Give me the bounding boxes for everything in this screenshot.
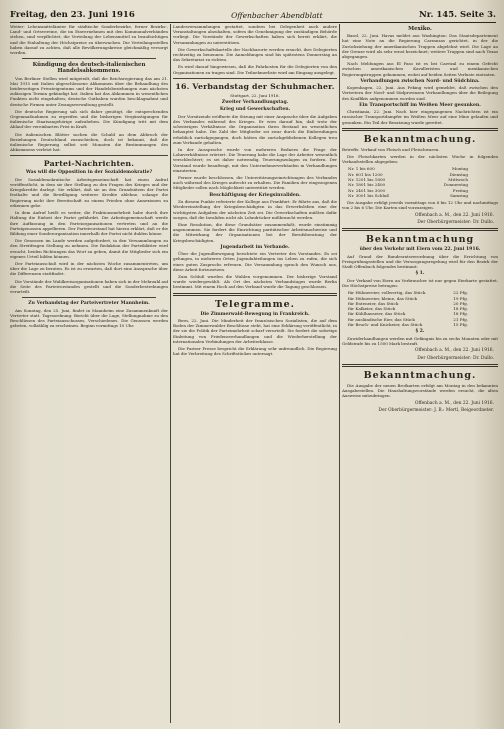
notice-text: Die Fleischkarten werden in der nächsten Woche in folgenden Verkaufsstellen abgegeben: <box>342 154 498 165</box>
list-item-value: 15 Pfg. <box>453 322 468 328</box>
notice-text: Die Ausgabe erfolgt jeweils vormittags von 8 bis 12 Uhr und nachmittags von 2 bis 6 Uhr. Die Karten sind vorzuzeigen. <box>342 200 498 211</box>
subheadline-eier: über den Verkehr mit Eiern vom 22. Juni 1916. <box>359 247 481 253</box>
list-item-value: Montag <box>452 166 468 172</box>
article-text: Über die Jugendbewegung berichtete ein Vertreter des Vorstandes. Es sei gelungen, in mehreren Orten Jugendabteilungen ins Leben zu rufen, die sich eines guten Zuspruchs erfreuen. Die Versammlung sprach den Wunsch aus, diese Arbeit fortzusetzen. <box>173 251 337 272</box>
article-text: In der Aussprache wurde von mehreren Rednern die Frage der Lohnverhältnisse erörtert. Die Teuerung habe die Lage der Arbeiter wesentlich verschlechtert; es sei daher notwendig, Teuerungszulagen zu fordern. Der Vorstand wurde beauftragt, mit den Unternehmerverbänden in Verhandlungen einzutreten. <box>173 147 337 173</box>
column-rule-1 <box>170 24 171 723</box>
article-text: Die Genossen im Lande werden aufgefordert, in den Versammlungen zu den Streitfragen Stellung zu nehmen. Die Redaktion der Parteiblätter wird ersucht, beiden Richtungen das Wort zu geben, damit die Mitglieder sich ein eigenes Urteil bilden können. <box>10 238 168 259</box>
column-3 <box>342 24 498 723</box>
article-text: Die Sozialdemokratische Arbeitsgemeinschaft hat einen Aufruf veröffentlicht, in dem sie ihre Stellung zu den Fragen des Krieges und der Kriegskredite darlegt. Sie erklärt, daß sie an den Grundsätzen der Partei festhalte und die Bewilligung weiterer Kredite ablehne, solange die Regierung nicht ihre Bereitschaft zu einem Frieden ohne Annexionen zu erkennen gebe. <box>10 176 168 208</box>
masthead-date: Freitag, den 23. Juni 1916 <box>10 10 135 20</box>
headline-partei: Partei-Nachrichten. <box>43 159 135 169</box>
article-text: Zum Schluß wurden die Wahlen vorgenommen. Der bisherige Vorstand wurde wiedergewählt. Als Ort des nächsten Verbandstages wurde Berlin bestimmt. Mit einem Hoch auf den Verband wurde die Tagung geschlossen. <box>173 273 337 290</box>
signature-date: Offenbach a. M., den 22. Juni 1916. <box>414 348 494 354</box>
subheadline: Jugendarbeit im Verbande. <box>220 244 290 250</box>
column-rule-2 <box>339 24 340 723</box>
list-item-value: Freitag <box>452 187 468 193</box>
article-text: Eine Resolution, die diese Grundsätze zusammenfaßt, wurde einstimmig angenommen. Sie fordert die Einrichtung paritätischer Arbeitsnachweise und die Mitwirkung der Organisationen bei der Berufsberatung der Kriegsbeschädigten. <box>173 221 337 243</box>
notice-text: Zuwiderhandlungen werden mit Gefängnis bis zu sechs Monaten oder mit Geldstrafe bis zu 1500 Mark bestraft. <box>342 335 498 346</box>
masthead <box>10 6 496 23</box>
notice-text: Betreffs: Verkauf von Fleisch und Fleischwaren. <box>342 146 440 152</box>
column-2 <box>173 24 337 723</box>
list-item-label: für Kühlhauseier, das Stück <box>348 311 406 317</box>
list-item-label: Nr. 3001 bis Schluß <box>348 192 390 198</box>
list-item-label: Nr. 601 bis 1200 <box>348 171 383 177</box>
list-item-value: Donnerstag <box>443 182 468 188</box>
article-text: Die Gewerkschaftskartelle der Nachbarorte werden ersucht, ihre Delegierten rechtzeitig zu benennen. Die Anmeldungen sind bis spätestens Donnerstag an das Sekretariat zu richten. <box>173 46 337 63</box>
article-text: Der Vorsitzende eröffnete die Sitzung mit einer Ansprache über die Aufgaben des Verbandes während des Krieges. Er wies darauf hin, daß trotz der schwierigen Verhältnisse die Organisation ihren Bestand im wesentlichen behauptet habe. Die Zahl der Mitglieder sei zwar durch die Einberufungen erheblich zurückgegangen, doch hätten die zurückgebliebenen Kollegen treu zum Verbande gehalten. <box>173 113 337 145</box>
headline-mexiko: Mexiko. <box>408 26 432 32</box>
signature-date: Offenbach a. M., den 22. Juni 1916. <box>414 400 494 406</box>
list-item-value: 21 Pfg. <box>453 316 468 322</box>
double-rule <box>342 128 498 131</box>
list-item-label: Nr. 1201 bis 1800 <box>348 177 386 183</box>
list-item-label: für Bruch- und Knickeier, das Stück <box>348 322 423 328</box>
list-item <box>348 193 468 198</box>
list-item-value: 18 Pfg. <box>453 306 468 312</box>
article-text: Die italienischen Blätter suchen die Schuld an dem Abbruch der Beziehungen Deutschland zuzuschieben, doch ist bekannt, daß die italienische Regierung selbst seit Monaten die Bestimmungen des Abkommens verletzt hat. <box>10 131 168 153</box>
list-item-label: für Hühnereier, vollwertig, das Stück <box>348 290 426 296</box>
notice-text: Auf Grund der Bundesratsverordnung über die Errichtung von Preisprüfungsstellen und die Versorgungsregelung wird für den Bezirk der Stadt Offenbach folgendes bestimmt: <box>342 253 498 270</box>
double-rule <box>173 293 337 296</box>
list-item-label: Nr. 1801 bis 2400 <box>348 182 386 188</box>
list-item-value: Mittwoch <box>448 177 468 183</box>
list-item-label: für Enteneier, das Stück <box>348 300 399 306</box>
double-rule <box>342 228 498 231</box>
article-text: Es wird darauf hingewiesen, daß die Fahrkosten für die Delegierten von den Organisationen zu tragen sind. Die Teilnehmerliste wird am Eingang ausgelegt. <box>173 64 337 75</box>
headline-kuendigung: Kündigung des deutsch-italienischen Handelsabkommens. <box>32 62 146 75</box>
notice-text: Der Verkauf von Eiern an Verbraucher ist nur gegen Eierkarte gestattet. Die Höchstpreise betragen: <box>342 277 498 289</box>
article-text: Die Vorstände der Wahlkreisorganisationen haben sich in der Mehrzahl auf die Seite des Parteivorstandes gestellt und die Sonderbestrebungen verurteilt. <box>10 278 168 294</box>
subheadline-verbandstag: Zu Verbandstag der Parteivertreter Mannheim. <box>28 301 150 307</box>
article-text: Christiania, 22. Juni. Nach hier eingegangenen Nachrichten ist ein russischer Transportdampfer im Weißen Meer auf eine Mine gelaufen und gesunken. Ein Teil der Besatzung wurde gerettet. <box>342 109 498 125</box>
masthead-title: Offenbacher Abendblatt <box>231 11 323 20</box>
signature-name: Der Oberbürgermeister: Dr. Dullo. <box>417 220 494 226</box>
list-item-value: 20 Pfg. <box>453 300 468 306</box>
article-text: Von Berliner Stellen wird mitgeteilt, daß die Reichsregierung das am 21. Mai 1915 mit Italien abgeschlossene Abkommen über die Behandlung des beiderseitigen Privateigentums und der Handelsbeziehungen zum nächsten zulässigen Termin gekündigt hat. Italien hat das Abkommen in wesentlichen Punkten nicht eingehalten; deutsche Guthaben wurden beschlagnahmt und deutsche Firmen unter Zwangsverwaltung gestellt. <box>10 75 168 107</box>
separator <box>10 155 168 156</box>
price-list <box>348 290 498 327</box>
subheadline-opposition: Was will die Opposition in der Sozialdemokratie? <box>25 170 153 176</box>
headline-bekanntmachung-3: Bekanntmachung. <box>363 370 477 381</box>
paragraph-number: § 1. <box>415 271 425 277</box>
article-text: Zu diesem Punkte referierte der Kollege aus Frankfurt. Er führte aus, daß die Wiedereinstellung der Kriegsbeschädigten in das Erwerbsleben eine der wichtigsten Aufgaben der nächsten Zeit sei. Die Gewerkschaften müßten dafür sorgen, daß die Invaliden nicht als Lohndrücker mißbraucht werden. <box>173 199 337 220</box>
subheadline: Zweiter Verhandlungstag. <box>221 100 289 106</box>
article-text: Ferner wurde beschlossen, die Unterstützungseinrichtungen des Verbandes auch während des Krieges aufrecht zu erhalten. Die Familien der eingezogenen Mitglieder sollen nach Möglichkeit unterstützt werden. <box>173 175 337 191</box>
headline-transportschiff: Ein Transportschiff im Weißen Meer gesunken. <box>359 102 481 108</box>
list-item-value: Samstag <box>450 192 468 198</box>
dateline: Stuttgart, 22. Juni 1916. <box>230 92 280 98</box>
list-item-value: 19 Pfg. <box>453 295 468 301</box>
article-text: Landesversammlungen gestattet, sondern bei Gelegenheit auch andere Veranstaltungen abzuhalten, sofern die Genehmigung der zuständigen Behörde vorliegt. Die Vorstände der Gewerkschaften haben sich bereit erklärt, die Versammlungen zu unterstützen. <box>173 24 337 45</box>
subheadline: Beschäftigung der Kriegsinvaliden. <box>209 192 301 198</box>
article-text: Die Pariser Presse bespricht die Erklärung sehr unfreundlich. Die Regierung hat die Verbreitung des Schriftstückes untersagt. <box>173 345 337 357</box>
paragraph-number: § 2. <box>415 329 425 335</box>
signature-name: Der Oberbürgermeister: Dr. Dullo. <box>417 355 494 361</box>
article-text: In dem Aufruf heißt es weiter, die Fraktionsmehrheit habe durch ihre Haltung die Einheit der Partei gefährdet. Die Arbeitsgemeinschaft werde ihre Auffassung in den Parteiorganisationen vertreten und an die Parteigenossen appellieren. Der Parteivorstand hat hierzu erklärt, daß er die Bildung einer Sonderorganisation innerhalb der Partei nicht dulden könne. <box>10 210 168 236</box>
article-text: Der Parteiausschuß wird in der nächsten Woche zusammentreten, um über die Lage zu beraten. Es ist zu erwarten, daß dort eine Aussprache über die Differenzen stattfindet. <box>10 260 168 277</box>
article-text: Nach Meldungen aus El Paso ist es bei Carrizal zu einem Gefecht zwischen amerikanischen Kavalleristen und mexikanischen Regierungstruppen gekommen, wobei auf beiden Seiten Verluste eintraten. <box>342 61 498 77</box>
list-item-value: Dienstag <box>449 171 468 177</box>
masthead-issue: Nr. 145. Seite 3. <box>418 10 496 20</box>
notice-list-1 <box>348 166 498 198</box>
headline-schuhmacher: 16. Verbandstag der Schuhmacher. <box>175 81 335 91</box>
headline-bekanntmachung-1: Bekanntmachung. <box>363 133 477 145</box>
separator <box>22 58 156 59</box>
list-item-label: für Kalkeier, das Stück <box>348 306 396 312</box>
article-text: Bern, 22. Juni. Die Minderheit der französischen Sozialisten, die auf dem Boden der Zimmerwalder Beschlüsse steht, hat eine Erklärung veröffentlicht, in der sie die Politik der Parteimehrheit scharf verurteilt. Sie fordert die sofortige Einleitung von Friedensverhandlungen und die Wiederherstellung der internationalen Verbindungen der Arbeiterklasse. <box>173 317 337 344</box>
subheadline: Krieg und Gewerkschaften. <box>219 107 291 113</box>
list-item-label: Nr. 2401 bis 3000 <box>348 187 386 193</box>
separator <box>173 78 337 79</box>
list-item-label: für ausländische Eier, das Stück <box>348 316 415 322</box>
article-text: Die deutsche Regierung sah sich daher genötigt, die entsprechenden Gegenmaßnahmen zu ergreifen und die bisherigen Vergünstigungen für italienische Staatsangehörige aufzuheben. Die Kündigung tritt mit dem Ablauf der vereinbarten Frist in Kraft. <box>10 108 168 130</box>
signature-name: Der Oberbürgermeister: J. B.: Mertl, Beigeordneter. <box>378 408 494 414</box>
list-item <box>348 322 468 327</box>
column-1 <box>10 24 168 723</box>
signature-date: Offenbach a. M., den 22. Juni 1916. <box>414 212 494 218</box>
double-rule <box>342 364 498 367</box>
article-text: Weiter: Lebensmittelämter für städtische Sonderbezirke, ferner Bezirks-, Land- und Ortsvereine, die im Einvernehmen mit den Kommunalverbänden stehen, sind verpflichtet, die Verteilung der Lebensmittel zu beaufsichtigen und die Einhaltung der Höchstpreise zu überwachen. Die Verteilungsstellen haben darauf zu achten, daß alle Bevölkerungskreise gleichmäßig versorgt werden. <box>10 24 168 56</box>
list-item-label: für Hühnereier, kleine, das Stück <box>348 295 418 301</box>
article-text: Am Sonntag, den 25. Juni, findet in Mannheim eine Zusammenkunft der Vertreter statt. Tagesordnung: Bericht über die Lage, Stellungnahme zu den Beschlüssen des Parteiausschusses, Verschiedenes. Die Genossen werden gebeten, vollzählig zu erscheinen. Beginn vormittags 10 Uhr. <box>10 307 168 329</box>
headline-telegramme: Telegramme. <box>215 298 295 310</box>
list-item-value: 22 Pfg. <box>453 290 468 296</box>
article-text: Basel, 22. Juni. Havas meldet aus Washington: Das Staatsdepartement hat eine Note an die Regierung Carranzas gerichtet, in der die Zurückziehung der amerikanischen Truppen abgelehnt wird. Die Lage an der Grenze wird als sehr ernst bezeichnet; weitere Truppen sind nach Texas abgegangen. <box>342 33 498 60</box>
list-item-label: Nr. 1 bis 600 <box>348 166 375 172</box>
headline-bekanntmachung-2: Bekanntmachung <box>365 234 475 246</box>
article-text: Kopenhagen, 22. Juni. Aus Peking wird gemeldet, daß zwischen den Vertretern der Nord- und Südprovinzen Verhandlungen über die Beilegung des Konflikts aufgenommen worden sind. <box>342 85 498 101</box>
separator <box>22 297 156 298</box>
list-item-value: 18 Pfg. <box>453 311 468 317</box>
headline-china: Verhandlungen zwischen Nord- und Südchina. <box>360 78 480 84</box>
subheadline-zimmerwald: Die Zimmerwald-Bewegung in Frankreich. <box>200 311 310 317</box>
notice-text: Die Ausgabe der neuen Brotkarten erfolgt am Montag in den bekannten Ausgabestellen. Die Haushaltungsvorstände werden ersucht, die alten Ausweise mitzubringen. <box>342 383 498 399</box>
